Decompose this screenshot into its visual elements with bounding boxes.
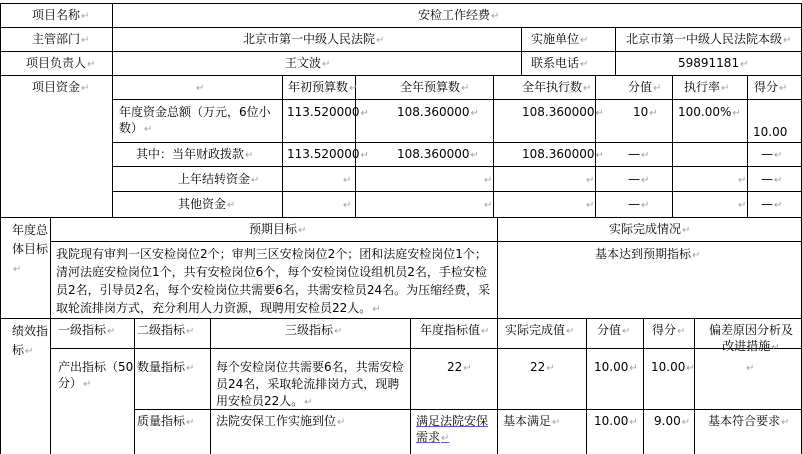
fiscal-score-dash-2: —↵	[761, 147, 783, 161]
other-score-dash: —↵	[628, 197, 650, 211]
header-annual-execution: 全年执行数↵	[522, 80, 592, 94]
total-execution-rate: 100.00%↵	[678, 105, 741, 119]
other-annual-empty: ↵	[484, 200, 493, 211]
total-score: 10.00	[753, 125, 788, 139]
rule	[410, 318, 411, 454]
rule	[497, 217, 498, 318]
row1-actual: 22↵	[530, 360, 555, 374]
performance-label: 绩效指标↵	[12, 324, 49, 357]
funds-label: 项目资金↵	[32, 80, 90, 94]
funds-header-empty: ↵	[196, 83, 205, 94]
rule	[112, 142, 802, 143]
other-rate-empty: ↵	[738, 200, 747, 211]
rule	[112, 99, 802, 100]
header-annual-target: 年度指标值↵	[420, 323, 490, 337]
row1-score: 10.00↵	[651, 360, 695, 374]
department: 北京市第一中级人民法院↵	[243, 32, 385, 46]
carryover-score-dash-2: —↵	[761, 172, 783, 186]
rule	[210, 318, 211, 454]
rule	[134, 318, 135, 454]
total-score-value: 10↵	[633, 105, 658, 119]
carryover-score-dash: —↵	[628, 172, 650, 186]
total-annual-execution: 108.360000↵	[522, 105, 604, 119]
phone: 59891181↵	[678, 56, 749, 70]
other-initial-empty: ↵	[343, 200, 352, 211]
header-score: 得分↵	[754, 80, 788, 94]
actual-completion-header: 实际完成情况↵	[609, 222, 691, 236]
rule	[643, 318, 644, 454]
row1-score-value: 10.00↵	[594, 360, 638, 374]
manager-label: 项目负责人↵	[26, 56, 96, 70]
goals-label: 年度总体目标↵	[12, 223, 49, 275]
header-actual-value: 实际完成值↵	[505, 323, 575, 337]
carryover-label: 上年结转资金↵	[178, 172, 260, 186]
carryover-initial-empty: ↵	[343, 175, 352, 186]
row1-target: 22↵	[447, 360, 472, 374]
rule	[0, 217, 802, 218]
rule	[0, 27, 802, 28]
rule	[0, 3, 802, 4]
rule	[672, 75, 673, 217]
department-label: 主管部门↵	[32, 32, 90, 46]
rule	[694, 318, 695, 454]
total-annual-budget: 108.360000↵	[397, 105, 479, 119]
implementer-label: 实施单位↵	[531, 32, 589, 46]
rule	[112, 166, 802, 167]
row1-note-empty: ↵	[746, 363, 755, 374]
fiscal-annual-budget: 108.360000↵	[397, 147, 479, 161]
header-level3: 三级指标↵	[285, 323, 343, 337]
rule	[497, 318, 498, 454]
header-level1: 一级指标↵	[58, 323, 116, 337]
fiscal-annual-execution: 108.360000↵	[522, 147, 604, 161]
level3-quantity: 每个安检岗位共需要6名，共需安检员24名，采取轮流排岗方式，现聘用安检员22人。↵	[216, 360, 404, 408]
total-funds-label: 年度资金总额（万元，6位小数）↵	[119, 105, 271, 135]
rule	[493, 75, 494, 217]
rule	[112, 3, 113, 217]
header-deviation: 偏差原因分析及改进措施↵	[708, 323, 793, 353]
row2-score: 9.00↵	[654, 414, 691, 428]
other-score-dash-2: —↵	[761, 197, 783, 211]
rule	[112, 191, 802, 192]
rule	[0, 51, 802, 52]
rule	[615, 27, 616, 75]
carryover-annual-empty: ↵	[484, 175, 493, 186]
rule	[521, 27, 522, 75]
header-annual-budget: 全年预算数↵	[400, 80, 470, 94]
carryover-exec-empty: ↵	[586, 175, 595, 186]
project-name: 安检工作经费↵	[418, 8, 500, 22]
level1-output: 产出指标（50分）↵	[58, 360, 134, 390]
rule	[50, 217, 51, 454]
header-score-value: 分值↵	[628, 80, 662, 94]
fiscal-label: 其中：当年财政拨款↵	[136, 147, 254, 161]
rule	[282, 75, 283, 217]
rule	[0, 75, 802, 76]
rule	[0, 3, 1, 454]
fiscal-score-dash: —↵	[628, 147, 650, 161]
level3-quality: 法院安保工作实施到位↵	[216, 414, 346, 428]
rule	[50, 241, 802, 242]
phone-label: 联系电话↵	[531, 56, 589, 70]
carryover-rate-empty: ↵	[738, 175, 747, 186]
header-score: 得分↵	[652, 323, 686, 337]
expected-goals-header: 预期目标↵	[249, 222, 307, 236]
project-name-label: 项目名称↵	[32, 8, 90, 22]
rule	[747, 75, 748, 217]
rule	[586, 318, 587, 454]
row2-score-value: 10.00↵	[594, 414, 638, 428]
level2-quantity: 数量指标↵	[137, 360, 195, 374]
header-score-value: 分值↵	[597, 323, 631, 337]
row2-target: 满足法院安保需求↵	[416, 414, 489, 444]
implementer: 北京市第一中级人民法院本级↵	[626, 32, 792, 46]
header-initial-budget: 年初预算数↵	[288, 80, 358, 94]
total-initial-budget: 113.520000↵	[287, 105, 369, 119]
manager: 王文波↵	[285, 56, 331, 70]
actual-completion-text: 基本达到预期指标↵	[595, 247, 701, 261]
row2-note: 基本符合要求↵	[708, 414, 790, 428]
header-level2: 二级指标↵	[137, 323, 195, 337]
expected-goals-text: 我院现有审判一区安检岗位2个；审判三区安检岗位2个；团和法庭安检岗位1个；清河法庭安检岗位1个，共有安检岗位6个，每个安检岗位设组机员2名，手检安检员2名，引导员2名，每个安检岗位共需要6名，共需安检员24名。为压缩经费，采取轮流排岗方式，充分利用人力资源，现聘用安检员22人。↵	[56, 247, 491, 315]
header-execution-rate: 执行率↵	[684, 80, 730, 94]
row2-actual: 基本满足↵	[503, 414, 561, 428]
other-exec-empty: ↵	[586, 200, 595, 211]
fiscal-initial-budget: 113.520000↵	[287, 147, 369, 161]
level2-quality: 质量指标↵	[137, 414, 195, 428]
other-funds-label: 其他资金↵	[178, 197, 236, 211]
rule	[50, 348, 802, 349]
